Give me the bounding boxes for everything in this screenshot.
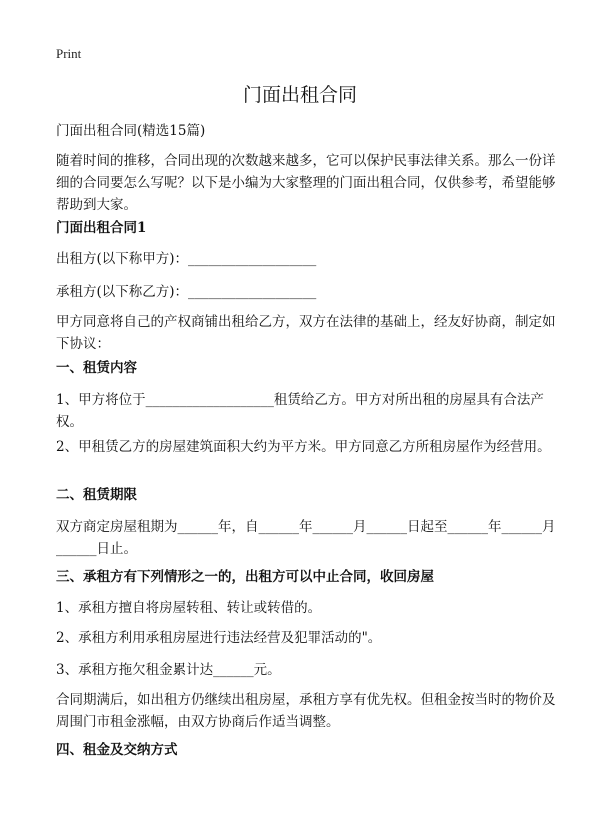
lessor-line: 出租方(以下称甲方)：___________________: [56, 251, 317, 267]
section3-item2: 2、承租方利用承租房屋进行违法经营及犯罪活动的"。: [56, 630, 382, 646]
lessee-line: 承租方(以下称乙方)：___________________: [56, 284, 317, 300]
contract-heading: 门面出租合同1: [56, 220, 147, 236]
page-title: 门面出租合同: [242, 84, 357, 106]
section3-heading: 三、承租方有下列情形之一的，出租方可以中止合同，收回房屋: [56, 569, 434, 585]
section1-heading: 一、租赁内容: [56, 360, 137, 376]
section3-item1: 1、承租方擅自将房屋转租、转让或转借的。: [56, 600, 322, 616]
section2-text: 双方商定房屋租期为______年，自______年______月______日起至______年______月______日止。: [56, 519, 556, 557]
section3-item3: 3、承租方拖欠租金累计达______元。: [56, 662, 281, 678]
print-link[interactable]: Print: [56, 46, 82, 61]
intro-paragraph: 随着时间的推移，合同出现的次数越来越多，它可以保护民事法律关系。那么一份详细的合同要怎么写呢？以下是小编为大家整理的门面出租合同，仅供参考，希望能够帮助到大家。: [56, 153, 556, 213]
section3-text: 合同期满后，如出租方仍继续出租房屋，承租方享有优先权。但租金按当时的物价及周围门市租金涨幅，由双方协商后作适当调整。: [56, 692, 556, 730]
agreement-paragraph: 甲方同意将自己的产权商铺出租给乙方，双方在法律的基础上，经友好协商，制定如下协议：: [56, 314, 556, 352]
section1-item2: 2、甲租赁乙方的房屋建筑面积大约为平方米。甲方同意乙方所租房屋作为经营用。: [56, 439, 551, 455]
section2-heading: 二、租赁期限: [56, 487, 137, 503]
section4-heading: 四、租金及交纳方式: [56, 742, 178, 758]
section1-item1: 1、甲方将位于___________________租赁给乙方。甲方对所出租的房屋具有合法产权。: [56, 392, 544, 430]
subtitle: 门面出租合同(精选15篇): [56, 123, 206, 139]
